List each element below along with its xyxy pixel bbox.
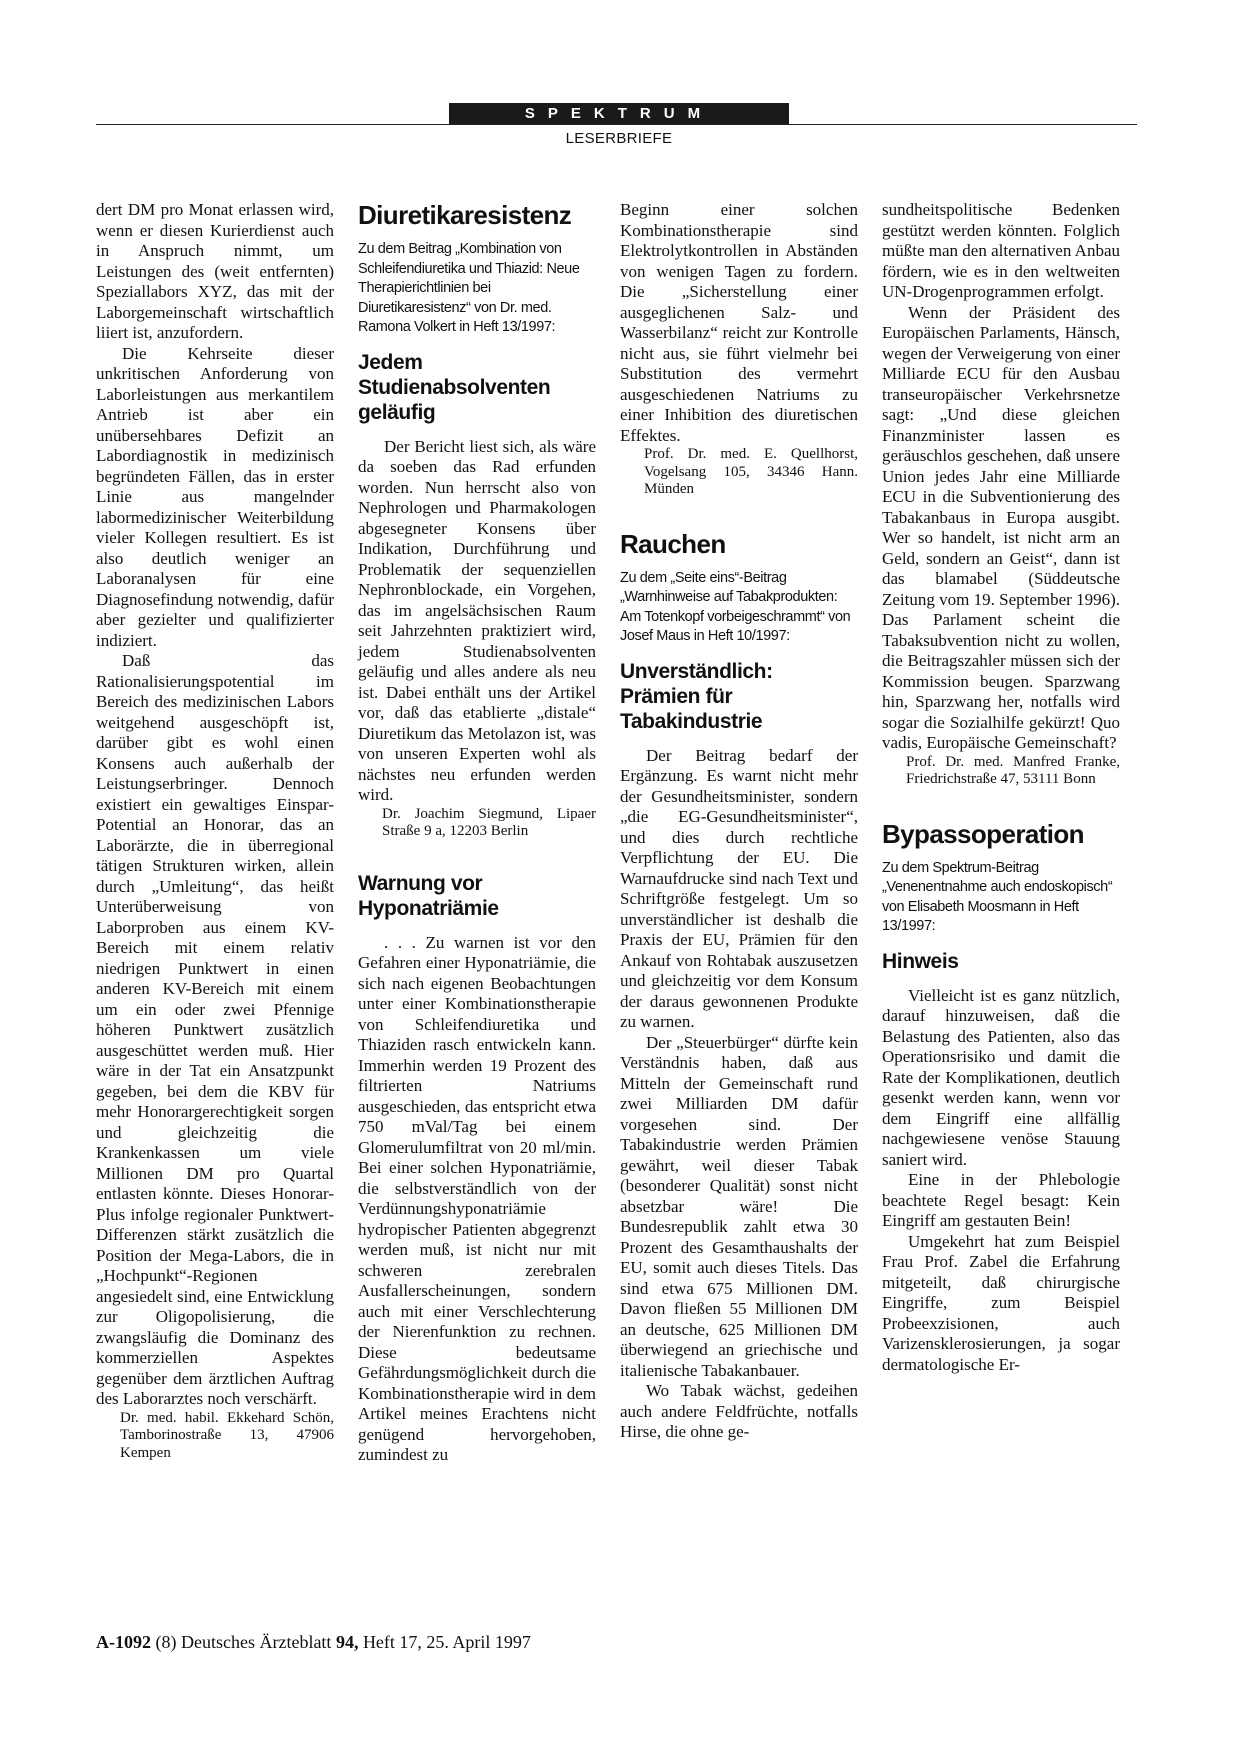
paragraph: Beginn einer solchen Kombinationstherapie sind Elektrolytkontrollen in Abständen von wenigen Tagen zu fordern. Die „Sicherstellung einer ausgeglichenen Salz- und Wasserbilanz“ reicht zur Kontrolle nicht aus, sie führt vielmehr bei Substitution des vermehrt ausgeschiedenen Natriums zu einer Inhibition des diuretischen Effektes.: [620, 200, 858, 445]
letter-signature: Dr. med. habil. Ekkehard Schön, Tamborinostraße 13, 47906 Kempen: [120, 1409, 334, 1461]
column-1: [96, 200, 334, 1462]
letter-signature: Prof. Dr. med. Manfred Franke, Friedrichstraße 47, 53111 Bonn: [906, 753, 1120, 787]
spektrum-banner: SPEKTRUM: [449, 103, 789, 124]
publication-name: (8) Deutsches Ärzteblatt: [155, 1632, 332, 1652]
paragraph: Die Kehrseite dieser unkritischen Anforderung von Laborleistungen aus merkantilem Antrieb ist aber ein unübersehbares Defizit an Labordiagnostik in medizinisch begründeten Fällen, das in erster Linie aus mangelnder labormedizinischer Weiterbildung vieler Kollegen resultiert. Es ist also deutlich weniger an Laboranalysen für eine Diagnosefindung notwendig, dafür aber gezielter und qualifizierter indiziert.: [96, 343, 334, 650]
paragraph: Der „Steuerbürger“ dürfte kein Verständnis haben, daß aus Mitteln der Gemeinschaft rund zwei Milliarden DM dafür vorgesehen sind. Der Tabakindustrie werden Prämien gewährt, weil dieser Tabak (besonderer Qualität) sonst nicht absetzbar wäre! Die Bundesrepublik zahlt etwa 30 Prozent des Gesamthaushalts der EU, somit auch dieses Titels. Das sind etwa 675 Millionen DM. Davon fließen 55 Millionen DM an deutsche, 625 Millionen DM überwiegend an griechische und italienische Tabakanbauer.: [620, 1032, 858, 1380]
letter-headline: Warnung vor Hyponatriämie: [358, 871, 499, 920]
topic-intro: Zu dem Beitrag „Kombination von Schleifendiuretika und Thiazid: Neue Therapierichtlinien bei Diuretikaresistenz“ von Dr. med. Ramona Volkert in Heft 13/1997:: [358, 241, 580, 335]
letter-signature: Dr. Joachim Siegmund, Lipaer Straße 9 a, 12203 Berlin: [382, 805, 596, 839]
topic-heading: Bypassoperation: [882, 818, 1084, 849]
paragraph: Wenn der Präsident des Europäischen Parlaments, Hänsch, wegen der Verweigerung von einer Milliarde ECU für den Ausbau transeuropäischer Verkehrsnetze sagt: „Und diese gleichen Finanzminister lassen es geräuschlos geschehen, daß unsere Union jedes Jahr eine Milliarde ECU in die Subventionierung des Tabakanbaus in Europa ausgibt. Wer so handelt, ist nicht arm an Geld, sondern an Geist“, dann ist das blamabel (Süddeutsche Zeitung vom 19. September 1996). Das Parlament scheint die Tabaksubvention nicht zu wollen, die Beitragszahler müssen sich der Kommission beugen. Sparzwang hin, Sparzwang her, notfalls wird sogar die Sozialhilfe gekürzt! Quo vadis, Europäische Gemeinschaft?: [882, 302, 1120, 752]
letter-headline: Jedem Studienabsolventen geläufig: [358, 350, 551, 424]
column-2: [358, 200, 596, 1466]
section-label: LESERBRIEFE: [565, 130, 673, 147]
topic-intro: Zu dem Spektrum-Beitrag „Venenentnahme auch endoskopisch“ von Elisabeth Moosmann in Heft 13/1997:: [882, 859, 1113, 934]
paragraph: Daß das Rationalisierungspotential im Bereich des medizinischen Labors weitgehend ausgeschöpft ist, darüber gibt es wohl einen Konsens auch außerhalb der Leistungserbringer. Dennoch existiert ein gewaltiges Einspar-Potential an Honorar, das an Laborärzte, die in überregional tätigen Strukturen wirken, allein durch „Umleitung“, das heißt Unterüberweisung von Laborproben aus einem KV-Bereich mit einem relativ niedrigen Punktwert in einen anderen KV-Bereich mit einem um ein oder zwei Pfennige höheren Punktwert zusätzlich ausgeschüttet werden muß. Hier wäre in der Tat ein Ansatzpunkt gegeben, bei dem die KBV für mehr Honorargerechtigkeit sorgen und gleichzeitig die Krankenkassen um viele Millionen DM pro Quartal entlasten könnte. Dieses Honorar-Plus infolge regionaler Punktwert-Differenzen stärkt zusätzlich die Position der Mega-Labors, die in „Hochpunkt“-Regionen angesiedelt sind, eine Entwicklung zur Oligopolisierung, die zwangsläufig die Dominanz des kommerziellen Aspektes gegenüber dem ärztlichen Auftrag des Laborarztes noch verschärft.: [96, 651, 334, 1408]
paragraph: . . . Zu warnen ist vor den Gefahren einer Hyponatriämie, die sich nach eigenen Beobachtungen unter einer Kombinationstherapie von Schleifendiuretika und Thiaziden rasch entwickeln kann. Immerhin werden 19 Prozent des filtrierten Natriums ausgeschieden, das entspricht etwa 750 mVal/Tag bei einem Glomerulumfiltrat von 20 ml/min. Bei einer solchen Hyponatriämie, die selbstverständlich von der Verdünnungshyponatriämie hydropischer Patienten abgegrenzt werden muß, ist nicht nur mit schweren zerebralen Ausfallerscheinungen, sondern auch mit einer Verschlechterung der Nierenfunktion zu rechnen. Diese bedeutsame Gefährdungsmöglichkeit durch die Kombinationstherapie wird in dem Artikel meines Erachtens nicht genügend hervorgehoben, zumindest zu: [358, 932, 596, 1464]
paragraph: Umgekehrt hat zum Beispiel Frau Prof. Zabel die Erfahrung mitgeteilt, daß chirurgische Eingriffe, zum Beispiel Probeexzisionen, auch Varizensklerosierungen, ja sogar dermatologische Er-: [882, 1231, 1120, 1374]
paragraph: Der Bericht liest sich, als wäre da soeben das Rad erfunden worden. Nun herrscht also von Nephrologen und Pharmakologen abgesegneter Konsens über Indikation, Durchführung und Problematik der sequenziellen Nephronblockade, ein Vorgehen, das im angelsächsischen Raum seit Jahrzehnten praktiziert wird, jedem Studienabsolventen geläufig und alles andere als neu ist. Dabei enthält uns der Artikel vor, daß das etablierte „distale“ Diuretikum das Metolazon ist, was von unseren Experten wohl als nächstes neu erfunden werden wird.: [358, 436, 596, 804]
topic-intro: Zu dem „Seite eins“-Beitrag „Warnhinweise auf Tabakprodukten: Am Totenkopf vorbeigeschrammt“ von Josef Maus in Heft 10/1997:: [620, 569, 851, 644]
letter-headline: Unverständlich: Prämien für Tabakindustrie: [620, 659, 773, 733]
page-number: A-1092: [96, 1632, 151, 1652]
paragraph: Wo Tabak wächst, gedeihen auch andere Feldfrüchte, notfalls Hirse, die ohne ge-: [620, 1381, 858, 1441]
column-3: [620, 200, 858, 1443]
volume-number: 94,: [335, 1632, 359, 1652]
column-4: [882, 200, 1120, 1375]
paragraph: Vielleicht ist es ganz nützlich, darauf hinzuweisen, daß die Belastung des Patienten, also das Operationsrisiko und damit die Rate der Komplikationen, deutlich gesenkt werden kann, wenn vor dem Eingriff eine allfällig nachgewiesene venöse Stauung saniert wird.: [882, 985, 1120, 1169]
paragraph: dert DM pro Monat erlassen wird, wenn er diesen Kurierdienst auch in Anspruch nimmt, um Leistungen des (weit entfernten) Speziallabors XYZ, das mit der Laborgemeinschaft wirtschaftlich liiert ist, anzufordern.: [96, 200, 334, 342]
paragraph: Eine in der Phlebologie beachtete Regel besagt: Kein Eingriff am gestauten Bein!: [882, 1170, 1120, 1230]
letter-signature: Prof. Dr. med. E. Quellhorst, Vogelsang 105, 34346 Hann. Münden: [644, 446, 858, 497]
letter-headline: Hinweis: [882, 949, 959, 973]
topic-heading: Diuretikaresistenz: [358, 200, 572, 230]
paragraph: Der Beitrag bedarf der Ergänzung. Es warnt nicht mehr der Gesundheitsminister, sondern „die EG-Gesundheitsminister“, und dies durch rechtliche Verpflichtung der EU. Die Warnaufdrucke sind nach Text und Schriftgröße festgelegt. Um so unverständlicher ist deshalb die Praxis der EU, Prämien für den Ankauf von Rohtabak auszusetzen und gleichzeitig vor dem Konsum der daraus gewonnenen Produkte zu warnen.: [620, 745, 858, 1031]
issue-date: Heft 17, 25. April 1997: [362, 1632, 531, 1652]
paragraph: sundheitspolitische Bedenken gestützt werden könnten. Folglich müßte man den alternativen Anbau fördern, wie es in den weltweiten UN-Drogenprogrammen erfolgt.: [882, 200, 1120, 301]
topic-heading: Rauchen: [620, 528, 726, 559]
header-rule: [96, 124, 1137, 125]
page-footer: [96, 1632, 531, 1653]
